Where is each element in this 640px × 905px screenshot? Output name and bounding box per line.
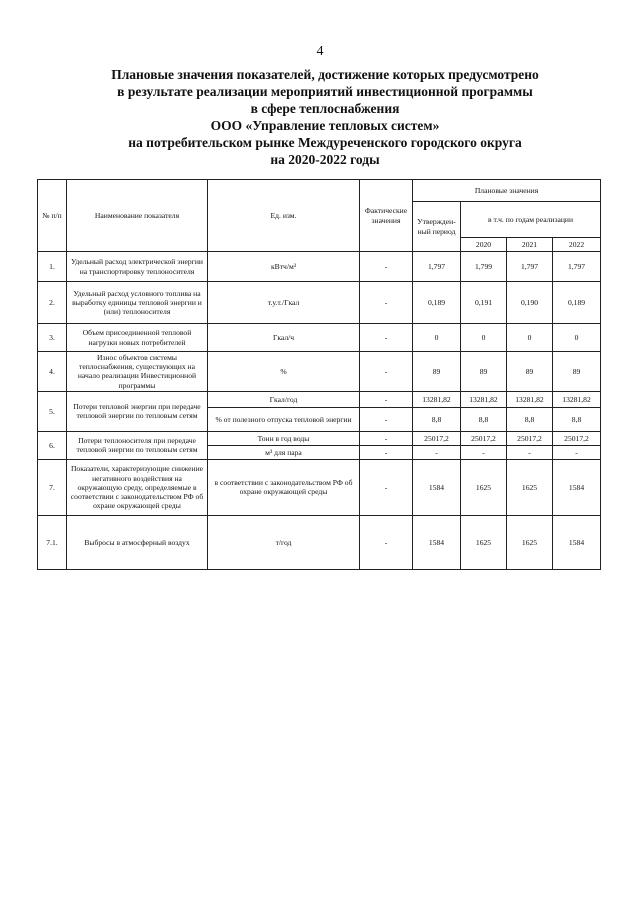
row-num: 6. [38,431,67,459]
row-2021: - [507,445,553,459]
header-name: Наименование показателя [67,180,208,252]
table-header-row [38,180,601,202]
header-approved: Утвержден-ный период [413,202,461,252]
row-2020: 8,8 [461,407,507,431]
row-approved: 13281,82 [413,391,461,407]
table-row [38,352,601,392]
row-name: Выбросы в атмосферный воздух [67,515,208,569]
row-actual: - [360,324,413,352]
row-approved: 25017,2 [413,431,461,445]
row-approved: 0,189 [413,282,461,324]
row-name: Удельный расход электрической энергии на транспортировку теплоносителя [67,252,208,282]
row-num: 5. [38,391,67,431]
row-actual: - [360,445,413,459]
header-planned: Плановые значения [413,180,601,202]
header-year-2021: 2021 [507,238,553,252]
row-2022: 1,797 [553,252,601,282]
row-actual: - [360,252,413,282]
row-unit: Гкал/ч [208,324,360,352]
row-actual: - [360,407,413,431]
row-2022: 0 [553,324,601,352]
row-2021: 1625 [507,459,553,515]
table-row [38,431,601,445]
row-unit: Гкал/год [208,391,360,407]
row-2021: 8,8 [507,407,553,431]
indicators-table [37,179,601,570]
row-2022: 13281,82 [553,391,601,407]
row-name: Износ объектов системы теплоснабжения, существующих на начало реализации Инвестиционной программы [67,352,208,392]
title-line: Плановые значения показателей, достижение которых предусмотрено [111,67,539,82]
row-num: 4. [38,352,67,392]
row-name: Показатели, характеризующие снижение негативного воздействия на окружающую среду, определяемые в соответствии с законодательством РФ об охране окружающей среды [67,459,208,515]
row-2020: 89 [461,352,507,392]
row-approved: 1,797 [413,252,461,282]
row-num: 1. [38,252,67,282]
row-actual: - [360,282,413,324]
row-approved: 1584 [413,515,461,569]
title-line: ООО «Управление тепловых систем» [210,118,440,133]
row-2020: 13281,82 [461,391,507,407]
table-row [38,252,601,282]
row-approved: 0 [413,324,461,352]
row-2021: 0 [507,324,553,352]
row-name: Потери теплоносителя при передаче тепловой энергии по тепловым сетям [67,431,208,459]
row-approved: 89 [413,352,461,392]
row-num: 2. [38,282,67,324]
row-name: Удельный расход условного топлива на выработку единицы тепловой энергии и (или) теплоносителя [67,282,208,324]
row-2022: 8,8 [553,407,601,431]
header-unit: Ед. изм. [208,180,360,252]
row-approved: 1584 [413,459,461,515]
row-2021: 1,797 [507,252,553,282]
title-line: на потребительском рынке Междуреченского городского округа [128,135,522,150]
page-number: 4 [316,44,324,59]
row-name: Потери тепловой энергии при передаче тепловой энергии по тепловым сетям [67,391,208,431]
row-2022: 1584 [553,515,601,569]
row-2022: - [553,445,601,459]
row-2020: 1,799 [461,252,507,282]
table-row [38,391,601,407]
row-2020: 0 [461,324,507,352]
row-2022: 89 [553,352,601,392]
row-2021: 89 [507,352,553,392]
header-year-2020: 2020 [461,238,507,252]
row-unit: Тонн в год воды [208,431,360,445]
row-num: 7. [38,459,67,515]
table-row [38,282,601,324]
row-actual: - [360,352,413,392]
row-2020: 1625 [461,459,507,515]
row-actual: - [360,391,413,407]
row-2022: 25017,2 [553,431,601,445]
title-line: в сфере теплоснабжения [250,101,400,116]
row-2022: 1584 [553,459,601,515]
row-2020: 25017,2 [461,431,507,445]
row-unit: т/год [208,515,360,569]
table-row [38,324,601,352]
row-unit: % от полезного отпуска тепловой энергии [208,407,360,431]
row-unit: в соответствии с законодательством РФ об охране окружающей среды [208,459,360,515]
row-2020: 1625 [461,515,507,569]
title-line: в результате реализации мероприятий инвестиционной программы [117,84,533,99]
header-by-years: в т.ч. по годам реализации [461,202,601,238]
document-title [60,66,590,168]
row-unit: кВтч/м³ [208,252,360,282]
row-actual: - [360,459,413,515]
row-unit: т.у.т./Гкал [208,282,360,324]
row-2020: 0,191 [461,282,507,324]
row-approved: - [413,445,461,459]
row-num: 3. [38,324,67,352]
row-2021: 1625 [507,515,553,569]
row-2020: - [461,445,507,459]
row-2022: 0,189 [553,282,601,324]
row-2021: 0,190 [507,282,553,324]
row-unit: % [208,352,360,392]
row-name: Объем присоединенной тепловой нагрузки новых потребителей [67,324,208,352]
header-year-2022: 2022 [553,238,601,252]
row-actual: - [360,431,413,445]
row-2021: 13281,82 [507,391,553,407]
header-num: № п/п [38,180,67,252]
row-actual: - [360,515,413,569]
table-row [38,515,601,569]
row-unit: м³ для пара [208,445,360,459]
row-2021: 25017,2 [507,431,553,445]
table-row [38,459,601,515]
row-approved: 8,8 [413,407,461,431]
title-line: на 2020-2022 годы [270,152,380,167]
row-num: 7.1. [38,515,67,569]
header-actual: Фактические значения [360,180,413,252]
